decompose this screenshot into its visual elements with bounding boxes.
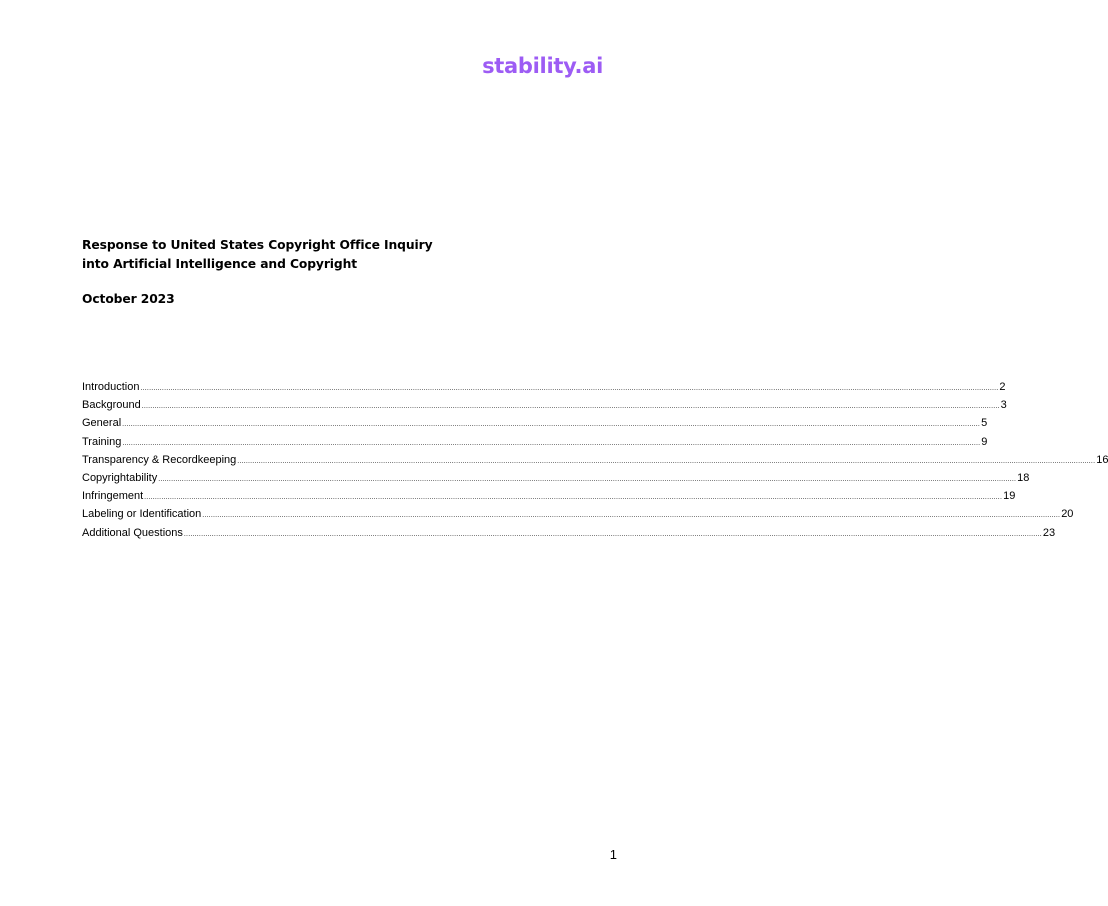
- toc-entry-label: Introduction: [82, 381, 140, 393]
- toc-dot-leader: ................................................................................................................................................................................................................................................................................................................................................................................................................: [158, 475, 1017, 483]
- toc-entry-infringement[interactable]: [82, 487, 1016, 505]
- document-title: [82, 236, 622, 274]
- toc-dot-leader: ................................................................................................................................................................................................................................................................................................................................................................................................................: [141, 403, 1000, 411]
- toc-entry-page: 16: [1096, 453, 1108, 466]
- toc-entry-page: 19: [1003, 490, 1016, 503]
- toc-entry-label: Additional Questions: [82, 526, 183, 539]
- toc-entry-label: Training: [82, 435, 122, 448]
- toc-entry-copyrightability[interactable]: [82, 469, 1030, 487]
- toc-entry-background[interactable]: [82, 396, 1007, 414]
- toc-dot-leader: ................................................................................................................................................................................................................................................................................................................................................................................................................: [183, 530, 1042, 538]
- toc-dot-leader: ................................................................................................................................................................................................................................................................................................................................................................................................................: [122, 421, 981, 429]
- toc-entry-page: 23: [1042, 526, 1056, 539]
- title-line-2: into Artificial Intelligence and Copyright: [82, 257, 358, 271]
- page-number: 1: [609, 847, 617, 862]
- toc-entry-label: Copyrightability: [82, 471, 158, 484]
- table-of-contents: [82, 378, 1108, 542]
- toc-entry-label: General: [82, 417, 122, 430]
- toc-entry-label: Labeling or Identification: [82, 508, 202, 521]
- toc-dot-leader: ................................................................................................................................................................................................................................................................................................................................................................................................................: [122, 439, 981, 447]
- toc-entry-transparency-recordkeeping[interactable]: [82, 451, 1108, 469]
- title-line-1: Response to United States Copyright Office Inquiry: [82, 238, 433, 252]
- toc-entry-label: Background: [82, 399, 141, 412]
- toc-entry-general[interactable]: [82, 414, 988, 432]
- toc-dot-leader: ................................................................................................................................................................................................................................................................................................................................................................................................................: [202, 512, 1061, 520]
- toc-dot-leader: ................................................................................................................................................................................................................................................................................................................................................................................................................: [140, 385, 999, 392]
- toc-entry-label: Infringement: [82, 490, 144, 503]
- stability-ai-logo: stability.ai: [482, 54, 603, 78]
- toc-entry-page: 2: [999, 381, 1006, 393]
- document-date: October 2023: [82, 292, 175, 306]
- toc-entry-introduction[interactable]: [82, 378, 1006, 396]
- toc-dot-leader: ................................................................................................................................................................................................................................................................................................................................................................................................................: [144, 494, 1003, 502]
- toc-entry-page: 9: [981, 435, 988, 448]
- toc-entry-additional-questions[interactable]: [82, 524, 1056, 542]
- toc-entry-page: 18: [1017, 471, 1030, 484]
- toc-entry-page: 5: [981, 417, 988, 430]
- toc-dot-leader: ................................................................................................................................................................................................................................................................................................................................................................................................................: [237, 457, 1096, 465]
- toc-entry-page: 20: [1061, 508, 1074, 521]
- toc-entry-training[interactable]: [82, 433, 988, 451]
- toc-entry-page: 3: [1000, 399, 1007, 412]
- toc-entry-labeling-identification[interactable]: [82, 505, 1074, 523]
- toc-entry-label: Transparency & Recordkeeping: [82, 453, 237, 466]
